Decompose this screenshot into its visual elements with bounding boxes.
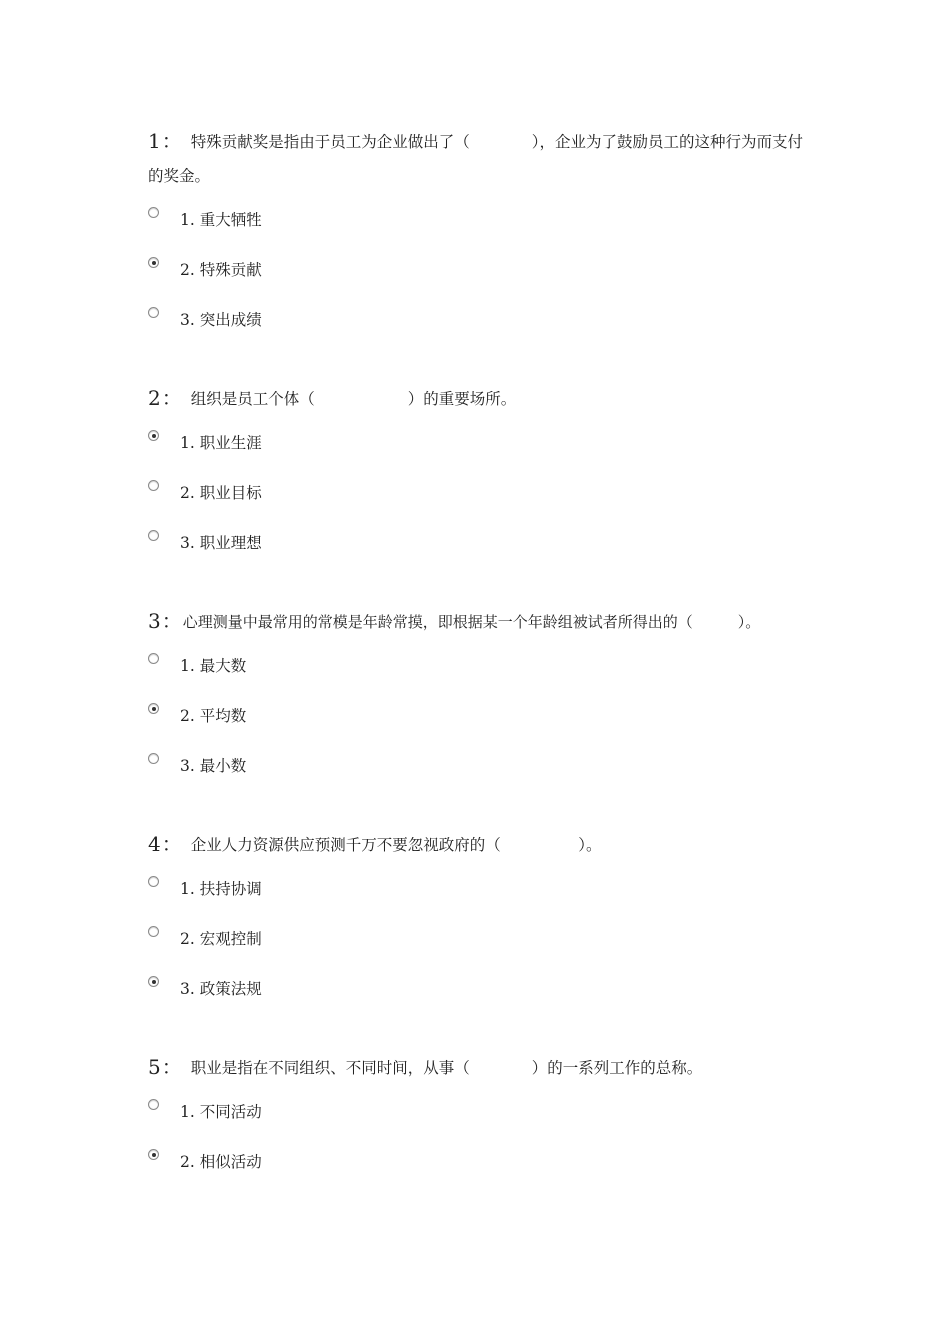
radio-button[interactable] bbox=[148, 207, 159, 218]
radio-button[interactable] bbox=[148, 876, 159, 887]
option-label: 2. 平均数 bbox=[180, 707, 247, 725]
radio-button[interactable] bbox=[148, 257, 159, 268]
question-1-number: 1： bbox=[148, 129, 183, 153]
question-5-number: 5： bbox=[148, 1055, 183, 1079]
question-4-option-1[interactable] bbox=[148, 876, 818, 926]
question-3-text bbox=[148, 604, 818, 639]
option-label: 3. 最小数 bbox=[180, 757, 247, 775]
radio-button[interactable] bbox=[148, 430, 159, 441]
radio-button[interactable] bbox=[148, 1149, 159, 1160]
question-4-option-3[interactable] bbox=[148, 976, 818, 1026]
option-label: 3. 突出成绩 bbox=[180, 311, 262, 329]
question-1-option-1[interactable] bbox=[148, 207, 818, 257]
question-5 bbox=[148, 1050, 818, 1199]
question-4-number: 4： bbox=[148, 832, 183, 856]
option-label: 1. 最大数 bbox=[180, 657, 247, 675]
radio-button[interactable] bbox=[148, 480, 159, 491]
radio-button[interactable] bbox=[148, 703, 159, 714]
option-label: 3. 职业理想 bbox=[180, 534, 262, 552]
radio-button[interactable] bbox=[148, 653, 159, 664]
question-5-text bbox=[148, 1050, 818, 1085]
question-1-option-2[interactable] bbox=[148, 257, 818, 307]
radio-button[interactable] bbox=[148, 530, 159, 541]
radio-button[interactable] bbox=[148, 307, 159, 318]
option-label: 1. 不同活动 bbox=[180, 1103, 262, 1121]
option-label: 2. 宏观控制 bbox=[180, 930, 262, 948]
option-label: 1. 职业生涯 bbox=[180, 434, 262, 452]
question-4 bbox=[148, 827, 818, 1026]
radio-button[interactable] bbox=[148, 976, 159, 987]
question-5-option-2[interactable] bbox=[148, 1149, 818, 1199]
option-label: 1. 扶持协调 bbox=[180, 880, 262, 898]
question-3-prompt: 心理测量中最常用的常模是年龄常摸，即根据某一个年龄组被试者所得出的（ ）。 bbox=[182, 613, 761, 631]
question-2-option-1[interactable] bbox=[148, 430, 818, 480]
question-1-prompt: 特殊贡献奖是指由于员工为企业做出了（ ），企业为了鼓励员工的这种行为而支付的奖金。 bbox=[148, 133, 803, 185]
radio-button[interactable] bbox=[148, 1099, 159, 1110]
question-2 bbox=[148, 381, 818, 580]
option-label: 3. 政策法规 bbox=[180, 980, 262, 998]
question-1 bbox=[148, 124, 818, 357]
question-3-option-2[interactable] bbox=[148, 703, 818, 753]
question-5-options bbox=[148, 1099, 818, 1199]
option-label: 1. 重大牺牲 bbox=[180, 211, 262, 229]
question-4-prompt: 企业人力资源供应预测千万不要忽视政府的（ ）。 bbox=[190, 836, 602, 854]
question-2-text bbox=[148, 381, 818, 416]
question-5-prompt: 职业是指在不同组织、不同时间，从事（ ）的一系列工作的总称。 bbox=[190, 1059, 703, 1077]
option-label: 2. 特殊贡献 bbox=[180, 261, 262, 279]
question-3-number: 3： bbox=[148, 609, 183, 633]
question-4-option-2[interactable] bbox=[148, 926, 818, 976]
question-2-number: 2： bbox=[148, 386, 183, 410]
radio-button[interactable] bbox=[148, 753, 159, 764]
option-label: 2. 职业目标 bbox=[180, 484, 262, 502]
radio-button[interactable] bbox=[148, 926, 159, 937]
question-2-prompt: 组织是员工个体（ ）的重要场所。 bbox=[190, 390, 517, 408]
question-1-text bbox=[148, 124, 818, 193]
question-2-option-2[interactable] bbox=[148, 480, 818, 530]
question-4-options bbox=[148, 876, 818, 1026]
question-3-option-3[interactable] bbox=[148, 753, 818, 803]
question-4-text bbox=[148, 827, 818, 862]
question-2-options bbox=[148, 430, 818, 580]
question-3 bbox=[148, 604, 818, 803]
question-1-option-3[interactable] bbox=[148, 307, 818, 357]
question-1-options bbox=[148, 207, 818, 357]
option-label: 2. 相似活动 bbox=[180, 1153, 262, 1171]
question-3-options bbox=[148, 653, 818, 803]
question-5-option-1[interactable] bbox=[148, 1099, 818, 1149]
question-3-option-1[interactable] bbox=[148, 653, 818, 703]
question-2-option-3[interactable] bbox=[148, 530, 818, 580]
quiz-form bbox=[148, 124, 818, 1199]
